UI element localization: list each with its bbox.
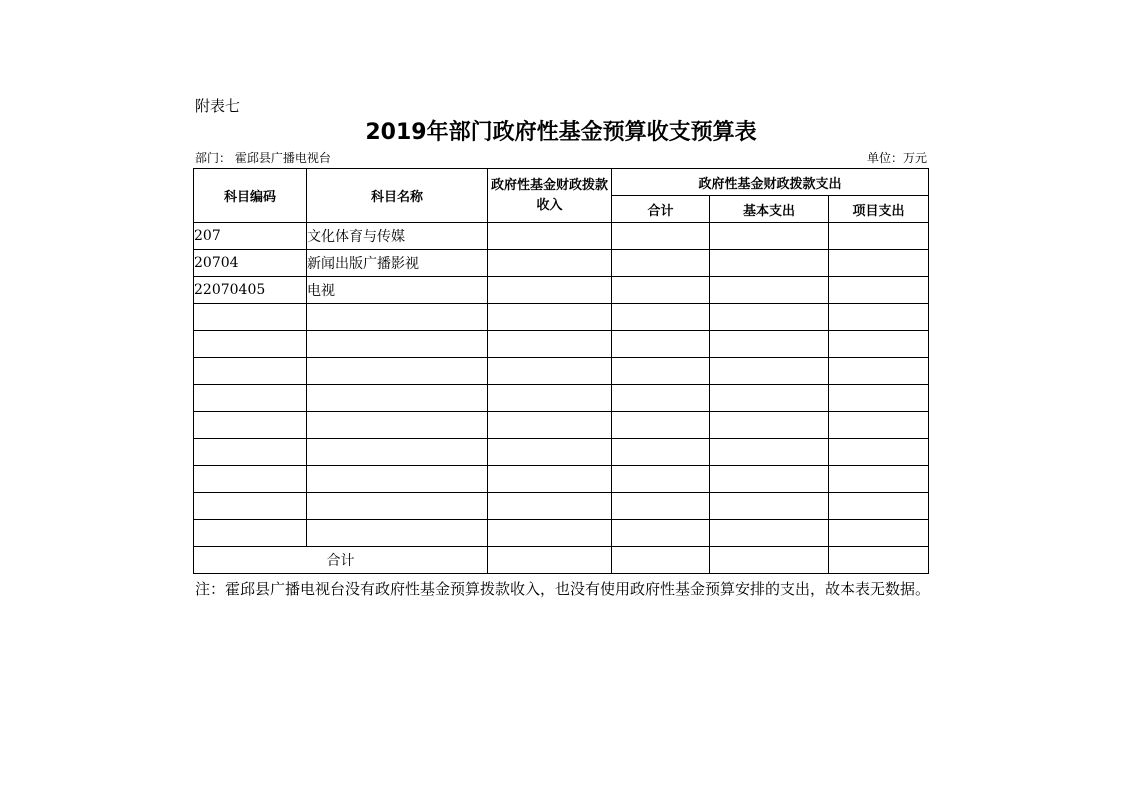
empty-cell	[829, 304, 929, 331]
empty-cell	[612, 520, 710, 547]
empty-cell	[307, 358, 488, 385]
row-value-cell	[710, 223, 829, 250]
table-row	[194, 277, 929, 304]
empty-cell	[488, 466, 612, 493]
empty-cell	[307, 385, 488, 412]
empty-cell	[307, 412, 488, 439]
empty-cell	[307, 331, 488, 358]
empty-row	[194, 466, 929, 493]
empty-cell	[194, 493, 307, 520]
empty-cell	[829, 520, 929, 547]
attachment-label: 附表七	[195, 97, 241, 115]
empty-cell	[488, 385, 612, 412]
empty-cell	[612, 466, 710, 493]
row-value-cell	[829, 250, 929, 277]
empty-cell	[710, 304, 829, 331]
row-value-cell	[710, 277, 829, 304]
row-name: 文化体育与传媒	[307, 223, 488, 250]
total-value-cell	[710, 547, 829, 574]
empty-cell	[612, 358, 710, 385]
row-code: 22070405	[194, 277, 307, 304]
empty-cell	[488, 412, 612, 439]
empty-row	[194, 493, 929, 520]
header-project: 项目支出	[829, 196, 929, 223]
empty-cell	[194, 439, 307, 466]
empty-cell	[710, 520, 829, 547]
header-income: 政府性基金财政拨款收入	[488, 169, 612, 223]
row-name: 新闻出版广播影视	[307, 250, 488, 277]
empty-cell	[488, 439, 612, 466]
empty-cell	[829, 466, 929, 493]
empty-cell	[612, 493, 710, 520]
empty-cell	[194, 358, 307, 385]
empty-cell	[194, 304, 307, 331]
empty-cell	[488, 493, 612, 520]
empty-cell	[612, 439, 710, 466]
total-row	[194, 547, 929, 574]
row-value-cell	[488, 277, 612, 304]
row-value-cell	[710, 250, 829, 277]
empty-cell	[710, 466, 829, 493]
row-value-cell	[829, 223, 929, 250]
empty-cell	[194, 412, 307, 439]
empty-cell	[829, 331, 929, 358]
empty-cell	[307, 520, 488, 547]
header-row-top	[194, 169, 929, 196]
row-value-cell	[488, 250, 612, 277]
header-total: 合计	[612, 196, 710, 223]
row-value-cell	[612, 223, 710, 250]
empty-cell	[307, 466, 488, 493]
empty-cell	[829, 385, 929, 412]
empty-cell	[710, 385, 829, 412]
empty-row	[194, 439, 929, 466]
empty-cell	[710, 493, 829, 520]
empty-cell	[710, 331, 829, 358]
row-value-cell	[829, 277, 929, 304]
empty-cell	[488, 304, 612, 331]
empty-cell	[829, 412, 929, 439]
empty-cell	[194, 385, 307, 412]
empty-cell	[307, 493, 488, 520]
empty-cell	[194, 331, 307, 358]
empty-cell	[612, 331, 710, 358]
row-value-cell	[612, 250, 710, 277]
department-line: 部门： 霍邱县广播电视台	[195, 151, 331, 165]
empty-cell	[710, 358, 829, 385]
empty-cell	[829, 493, 929, 520]
total-value-cell	[488, 547, 612, 574]
table-row	[194, 223, 929, 250]
empty-row	[194, 412, 929, 439]
empty-row	[194, 520, 929, 547]
empty-cell	[194, 466, 307, 493]
total-value-cell	[829, 547, 929, 574]
empty-cell	[488, 331, 612, 358]
empty-cell	[612, 385, 710, 412]
page-title: 2019年部门政府性基金预算收支预算表	[365, 120, 757, 145]
row-value-cell	[612, 277, 710, 304]
row-value-cell	[488, 223, 612, 250]
row-code: 20704	[194, 250, 307, 277]
table-row	[194, 250, 929, 277]
empty-cell	[307, 439, 488, 466]
footnote: 注：霍邱县广播电视台没有政府性基金预算拨款收入，也没有使用政府性基金预算安排的支出，故本表无数据。	[195, 580, 931, 598]
empty-cell	[194, 520, 307, 547]
empty-cell	[710, 439, 829, 466]
empty-row	[194, 358, 929, 385]
empty-row	[194, 385, 929, 412]
empty-cell	[829, 439, 929, 466]
empty-row	[194, 304, 929, 331]
row-code: 207	[194, 223, 307, 250]
empty-cell	[612, 412, 710, 439]
header-code: 科目编码	[194, 169, 307, 223]
empty-cell	[307, 304, 488, 331]
unit-line: 单位：万元	[866, 151, 927, 165]
header-expense-group: 政府性基金财政拨款支出	[612, 169, 929, 196]
total-label: 合计	[194, 547, 488, 574]
empty-cell	[612, 304, 710, 331]
empty-cell	[710, 412, 829, 439]
budget-table	[193, 168, 929, 574]
header-name: 科目名称	[307, 169, 488, 223]
empty-row	[194, 331, 929, 358]
empty-cell	[488, 358, 612, 385]
row-name: 电视	[307, 277, 488, 304]
header-basic: 基本支出	[710, 196, 829, 223]
empty-cell	[488, 520, 612, 547]
total-value-cell	[612, 547, 710, 574]
empty-cell	[829, 358, 929, 385]
